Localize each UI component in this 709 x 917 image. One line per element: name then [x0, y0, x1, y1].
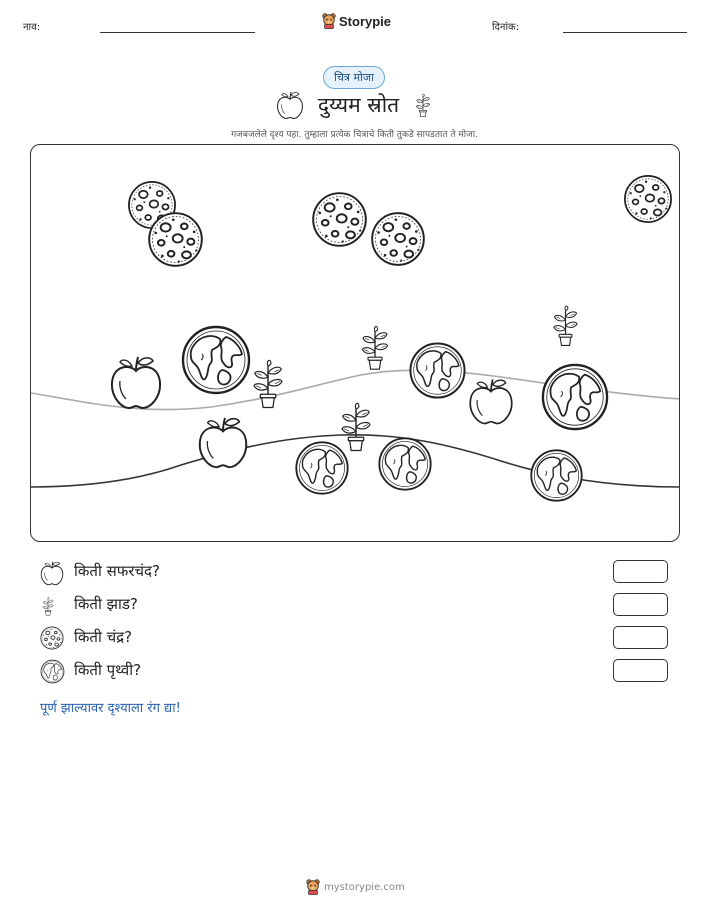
- moon-icon: [313, 193, 366, 246]
- storypie-mascot-icon: [322, 13, 336, 29]
- answer-box-moons[interactable]: [613, 626, 668, 649]
- plant-icon: [362, 326, 387, 369]
- plant-icon: [554, 306, 577, 345]
- date-label: दिनांक:: [492, 22, 520, 33]
- worksheet-tag: चित्र मोजा: [323, 66, 385, 89]
- plant-icon: [40, 593, 56, 619]
- question-apples: [40, 560, 670, 586]
- apple-icon: [276, 90, 304, 120]
- counting-scene: [30, 144, 680, 542]
- brand-logo: [322, 13, 391, 29]
- earth-icon: [531, 450, 581, 500]
- name-field-line[interactable]: [100, 32, 255, 33]
- earth-icon: [543, 365, 607, 429]
- moon-icon: [625, 176, 671, 222]
- moon-icon: [40, 626, 64, 650]
- earth-icon: [296, 442, 347, 493]
- plant-icon: [413, 90, 433, 120]
- brand-name: Storypie: [339, 13, 392, 29]
- apple-icon: [470, 379, 511, 423]
- moon-icon: [149, 213, 202, 266]
- earth-icon: [379, 438, 430, 489]
- instructions: गजबजलेले दृश्य पहा. तुम्हाला प्रत्येक चित्राचे किती तुकडे सापडतात ते मोजा.: [231, 130, 478, 140]
- worksheet-title: दुय्यम स्रोत: [317, 93, 400, 117]
- answer-box-earths[interactable]: [613, 659, 668, 682]
- moon-icon: [372, 213, 424, 265]
- question-text: किती पृथ्वी?: [74, 661, 142, 679]
- question-moons: [40, 626, 670, 652]
- earth-icon: [410, 343, 464, 397]
- earth-icon: [183, 327, 249, 393]
- answer-box-plants[interactable]: [613, 593, 668, 616]
- footer-site: mystorypie.com: [324, 881, 405, 893]
- coloring-instruction: पूर्ण झाल्यावर दृश्याला रंग द्या!: [40, 701, 181, 716]
- question-plants: [40, 593, 670, 619]
- apple-icon: [40, 560, 64, 586]
- name-label: नाव:: [23, 22, 41, 33]
- apple-icon: [200, 418, 246, 467]
- storypie-mascot-icon: [306, 879, 320, 895]
- plant-icon: [342, 403, 370, 450]
- plant-icon: [254, 360, 282, 407]
- question-text: किती चंद्र?: [74, 628, 133, 646]
- apple-icon: [112, 357, 160, 408]
- question-text: किती झाड?: [74, 595, 138, 613]
- footer: [306, 879, 405, 895]
- answer-box-apples[interactable]: [613, 560, 668, 583]
- date-field-line[interactable]: [563, 32, 687, 33]
- earth-icon: [40, 659, 65, 684]
- question-text: किती सफरचंद?: [74, 562, 160, 580]
- question-earths: [40, 659, 670, 685]
